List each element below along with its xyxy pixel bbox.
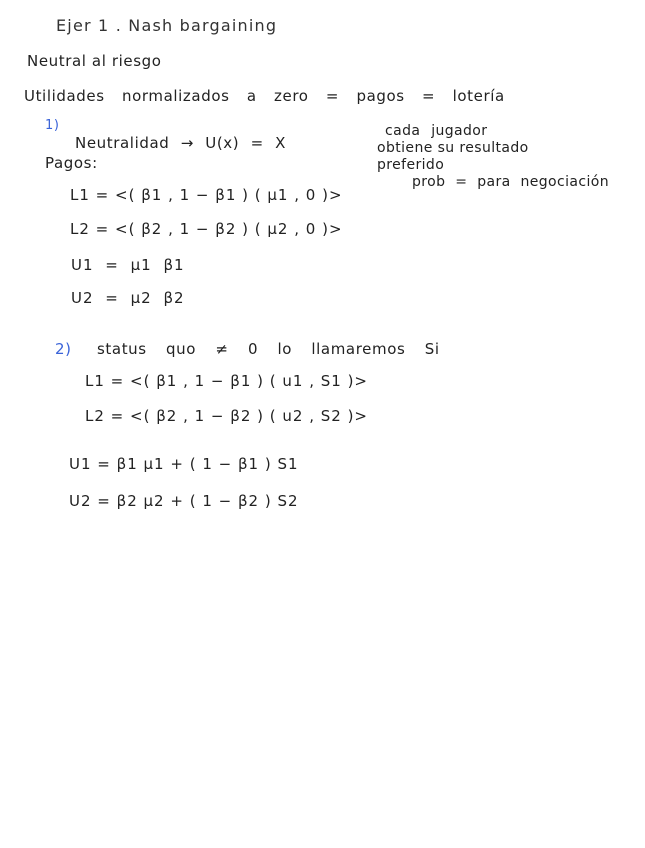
lottery-1: L1 = <( β1 , 1 − β1 ) ( μ1 , 0 )> xyxy=(70,186,343,204)
utility-2: U2 = μ2 β2 xyxy=(71,289,185,307)
neutrality-line: Neutralidad → U(x) = X xyxy=(75,134,287,152)
side-note-line-2: obtiene su resultado xyxy=(377,140,529,156)
utility-1: U1 = μ1 β1 xyxy=(71,256,185,274)
normalization-line: Utilidades normalizados a zero = pagos = lotería xyxy=(24,87,505,105)
section-2-number: 2) xyxy=(55,340,72,358)
side-note-line-1: cada jugador xyxy=(385,123,488,139)
lottery-2-status-quo: L2 = <( β2 , 1 − β2 ) ( u2 , S2 )> xyxy=(85,407,368,425)
pagos-label: Pagos: xyxy=(45,154,98,172)
subtitle: Neutral al riesgo xyxy=(27,52,162,70)
section-1-number: 1) xyxy=(45,118,60,133)
lottery-2: L2 = <( β2 , 1 − β2 ) ( μ2 , 0 )> xyxy=(70,220,343,238)
status-quo-line: status quo ≠ 0 lo llamaremos Si xyxy=(97,340,440,358)
utility-1-status-quo: U1 = β1 μ1 + ( 1 − β1 ) S1 xyxy=(69,455,299,473)
utility-2-status-quo: U2 = β2 μ2 + ( 1 − β2 ) S2 xyxy=(69,492,299,510)
lottery-1-status-quo: L1 = <( β1 , 1 − β1 ) ( u1 , S1 )> xyxy=(85,372,368,390)
page-title: Ejer 1 . Nash bargaining xyxy=(56,16,278,35)
side-note-line-3: preferido xyxy=(377,157,445,173)
side-note-line-4: prob = para negociación xyxy=(412,174,609,190)
